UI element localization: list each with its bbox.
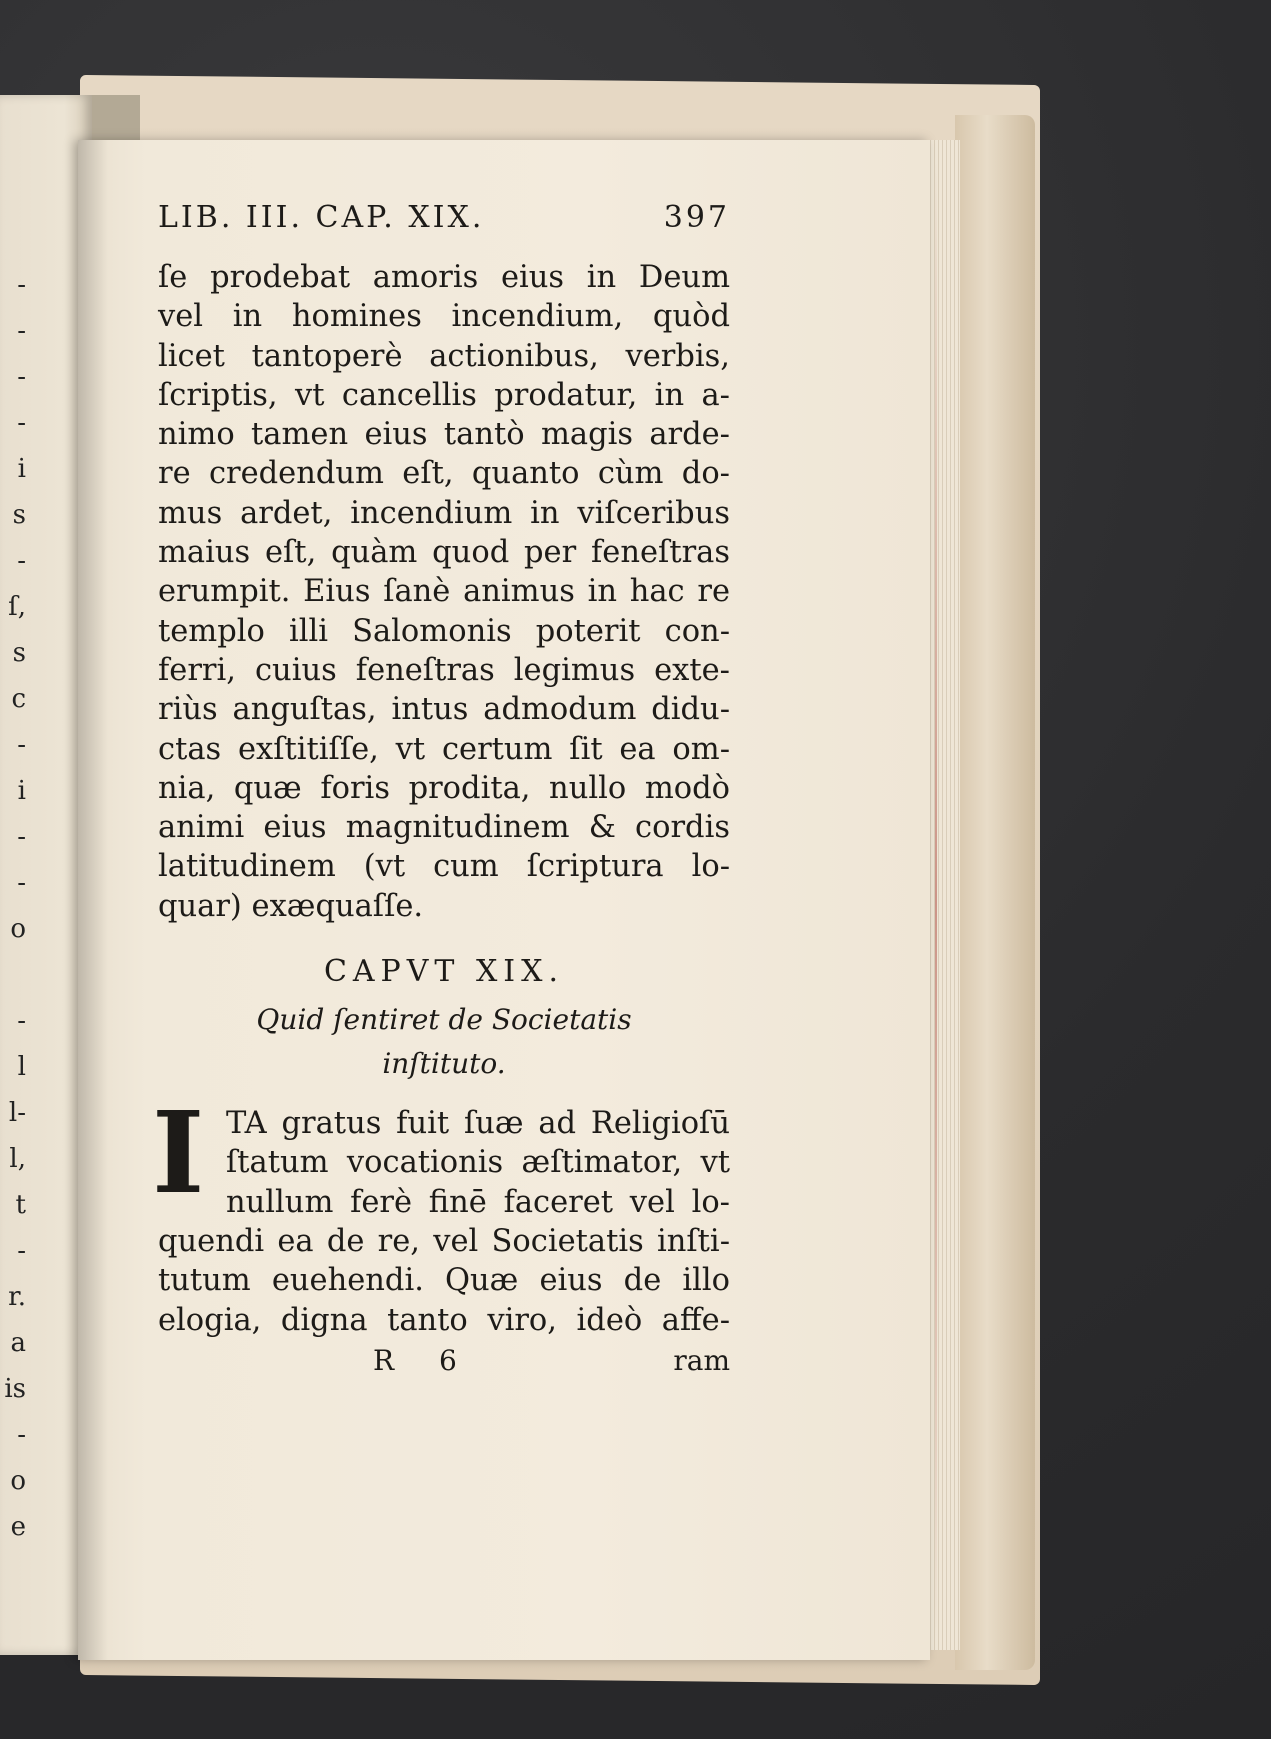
running-head [158,200,730,258]
chapter-heading: CAPVT XIX. [323,954,565,990]
text-line: ſcriptis, vt cancellis prodatur, in a- [158,377,730,413]
left-page-edge-text [0,262,26,1550]
text-line: ſe prodebat amoris eius in Deum [158,260,730,295]
text-line: animi eius magnitudinem & cordis [158,810,730,846]
left-edge-fragment: - [17,868,26,898]
left-edge-fragment: r. [8,1282,26,1312]
text-line: elogia, digna tanto viro, ideò affe- [158,1302,730,1338]
text-line: quendi ea de re, vel Societatis inſti- [158,1223,730,1259]
text-line: mus ardet, incendium in viſceribus [158,495,730,531]
text-line: maius eſt, quàm quod per feneſtras [158,535,730,571]
text-line: quar) exæquaſſe. [158,888,424,924]
gutter-shadow [78,140,108,1660]
left-edge-fragment: - [17,1006,26,1036]
text-line: nia, quæ foris prodita, nullo modò [158,770,730,806]
page-text-block [152,200,730,1388]
left-edge-fragment: - [17,316,26,346]
catchword: ram [673,1343,730,1377]
text-line: re credendum eſt, quanto cùm do- [158,456,730,492]
left-edge-fragment: e [10,1512,26,1542]
running-head-title: LIB. III. CAP. XIX. [158,200,485,235]
text-line: ctas exſtitiſſe, vt certum ſit ea om- [158,731,730,767]
page-footer [158,1344,730,1388]
left-edge-fragment: s [12,500,26,530]
page-number: 397 [663,200,730,235]
body-paragraph [158,258,730,926]
left-edge-fragment: l, [9,1144,26,1174]
text-line: latitudinem (vt cum ſcriptura lo- [158,849,730,885]
left-edge-fragment: - [17,362,26,392]
chapter-subtitle-line-2: inſtituto. [382,1047,506,1081]
left-edge-fragment: l- [8,1098,26,1128]
text-line: tutum euehendi. Quæ eius de illo [158,1263,730,1299]
text-line: riùs anguſtas, intus admodum didu- [158,692,730,728]
text-line: licet tantoperè actionibus, verbis, [158,338,730,374]
text-line: nullum ferè finē faceret vel lo- [226,1184,730,1220]
left-edge-fragment: o [10,1466,26,1496]
left-edge-fragment: - [17,730,26,760]
left-edge-fragment [0,952,26,998]
left-edge-fragment: l [17,1052,26,1082]
left-edge-fragment: - [17,822,26,852]
left-edge-fragment: o [10,914,26,944]
left-edge-fragment: - [17,1420,26,1450]
left-edge-fragment: - [17,1236,26,1266]
left-edge-fragment: c [11,684,26,714]
left-edge-fragment: t [15,1190,26,1220]
left-edge-fragment: - [17,270,26,300]
left-edge-fragment: s [12,638,26,668]
drop-cap: I [152,1088,205,1220]
text-line: TA gratus fuit ſuæ ad Religioſū [226,1106,730,1142]
text-line: templo illi Salomonis poterit con- [158,613,730,649]
chapter-paragraph [152,1088,730,1340]
text-line: nimo tamen eius tantò magis arde- [158,417,730,453]
text-line: erumpit. Eius ſanè animus in hac re [158,574,730,610]
book-cover-edge [955,115,1035,1670]
text-line: ferri, cuius feneſtras legimus exte- [158,652,730,688]
page-edge-stain [935,160,937,1640]
left-edge-fragment: is [4,1374,26,1404]
signature-mark: R 6 [373,1343,475,1377]
text-line: vel in homines incendium, quòd [158,299,730,335]
left-edge-fragment: i [17,776,26,806]
left-edge-fragment: ſ, [8,592,26,622]
left-edge-fragment: - [17,546,26,576]
left-edge-fragment: a [10,1328,26,1358]
chapter-subtitle-line-1: Quid ſentiret de Societatis [256,1003,632,1037]
left-edge-fragment: - [17,408,26,438]
text-line: ſtatum vocationis æſtimator, vt [226,1145,730,1181]
left-edge-fragment: i [17,454,26,484]
